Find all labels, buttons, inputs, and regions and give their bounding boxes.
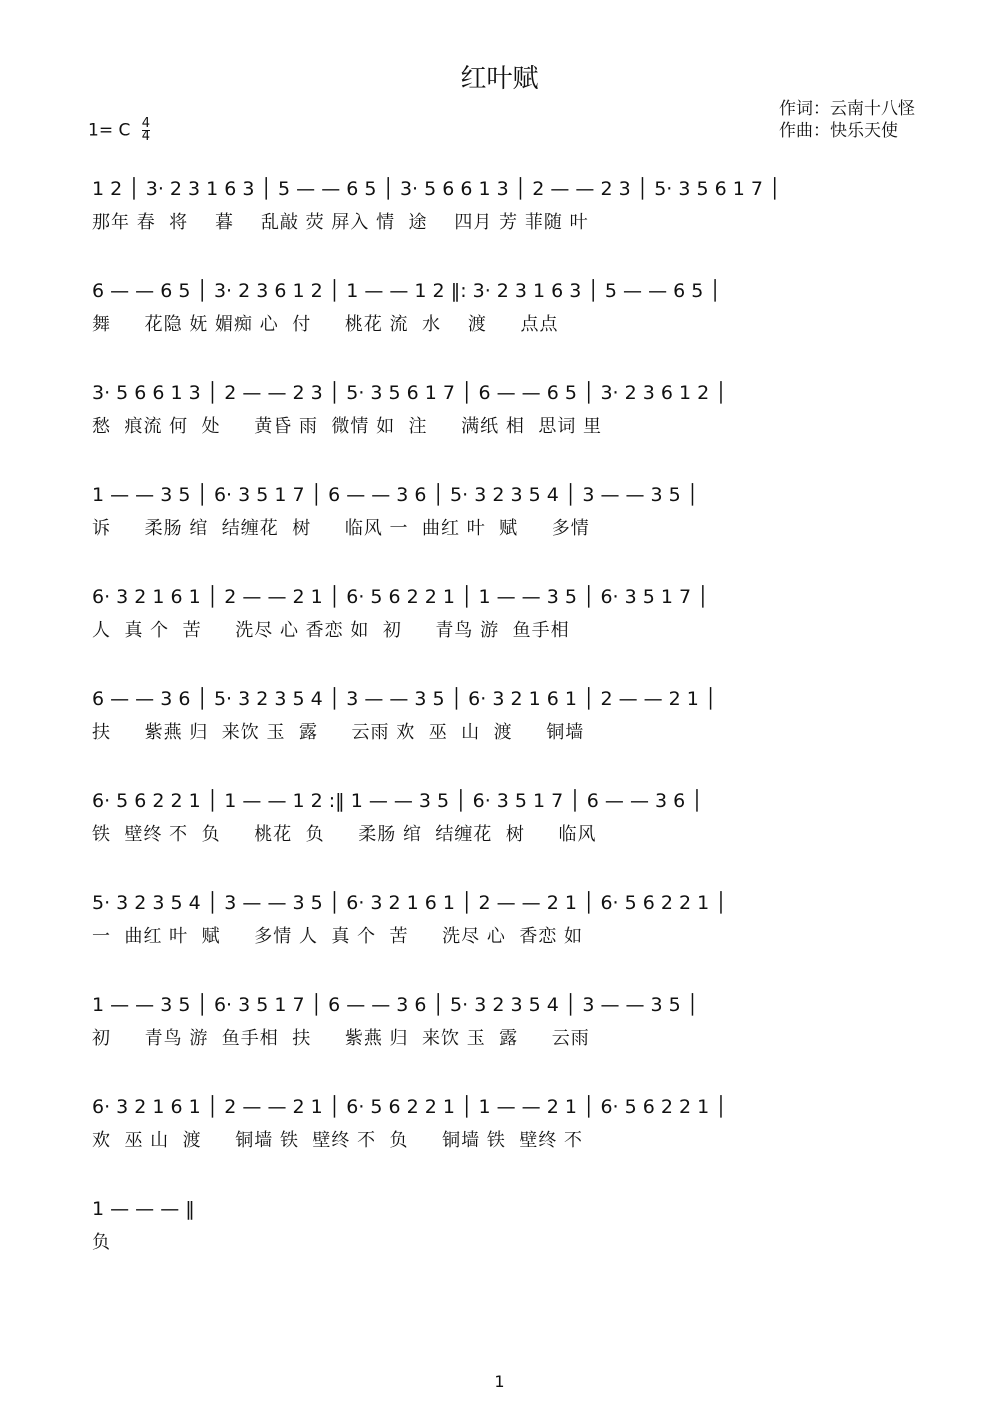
notes-line: 6· 5 6 2 2 1 │ 1 — — 1 2 :‖ 1 — — 3 5 │ 6· 3 5 1 7 │ 6 — — 3 6 │ bbox=[92, 790, 703, 812]
system-11 bbox=[92, 1178, 922, 1280]
system-2 bbox=[92, 260, 922, 362]
lyrics-line: 负 bbox=[92, 1232, 111, 1253]
notes-line: 5· 3 2 3 5 4 │ 3 — — 3 5 │ 6· 3 2 1 6 1 │ 2 — — 2 1 │ 6· 5 6 2 2 1 │ bbox=[92, 892, 727, 914]
notes-line: 1 — — 3 5 │ 6· 3 5 1 7 │ 6 — — 3 6 │ 5· 3 2 3 5 4 │ 3 — — 3 5 │ bbox=[92, 484, 699, 506]
notes-line: 6· 3 2 1 6 1 │ 2 — — 2 1 │ 6· 5 6 2 2 1 │ 1 — — 3 5 │ 6· 3 5 1 7 │ bbox=[92, 586, 709, 608]
song-title: 红叶赋 bbox=[460, 64, 539, 94]
notes-line: 1 — — 3 5 │ 6· 3 5 1 7 │ 6 — — 3 6 │ 5· 3 2 3 5 4 │ 3 — — 3 5 │ bbox=[92, 994, 699, 1016]
system-7 bbox=[92, 770, 922, 872]
system-10 bbox=[92, 1076, 922, 1178]
system-6 bbox=[92, 668, 922, 770]
credits bbox=[779, 98, 915, 142]
lyrics-line: 初 青鸟 游 鱼手相 扶 紫燕 归 来饮 玉 露 云雨 bbox=[92, 1028, 590, 1049]
lyrics-line: 人 真 个 苦 洗尽 心 香恋 如 初 青鸟 游 鱼手相 bbox=[92, 620, 570, 641]
time-denominator: 4 bbox=[141, 129, 151, 144]
system-5 bbox=[92, 566, 922, 668]
notes-line: 1 2 │ 3· 2 3 1 6 3 │ 5 — — 6 5 │ 3· 5 6 6 1 3 │ 2 — — 2 3 │ 5· 3 5 6 1 7 │ bbox=[92, 178, 781, 200]
lyrics-line: 那年 春 将 暮 乱敲 荧 屏入 情 途 四月 芳 菲随 叶 bbox=[92, 212, 589, 233]
notes-line: 6 — — 6 5 │ 3· 2 3 6 1 2 │ 1 — — 1 2 ‖: 3· 2 3 1 6 3 │ 5 — — 6 5 │ bbox=[92, 280, 721, 302]
system-1 bbox=[92, 158, 922, 260]
notes-line: 1 — — — ‖ bbox=[92, 1198, 195, 1220]
system-4 bbox=[92, 464, 922, 566]
lyricist: 作词：云南十八怪 bbox=[779, 99, 915, 119]
composer: 作曲：快乐天使 bbox=[779, 121, 898, 141]
score bbox=[92, 158, 922, 1280]
system-3 bbox=[92, 362, 922, 464]
time-signature bbox=[142, 118, 150, 143]
notes-line: 3· 5 6 6 1 3 │ 2 — — 2 3 │ 5· 3 5 6 1 7 │ 6 — — 6 5 │ 3· 2 3 6 1 2 │ bbox=[92, 382, 727, 404]
lyrics-line: 舞 花隐 妩 媚痴 心 付 桃花 流 水 渡 点点 bbox=[92, 314, 559, 335]
system-8 bbox=[92, 872, 922, 974]
key-label: 1= C bbox=[88, 120, 131, 141]
system-9 bbox=[92, 974, 922, 1076]
key-signature bbox=[88, 118, 150, 143]
time-numerator: 4 bbox=[141, 116, 151, 131]
lyrics-line: 扶 紫燕 归 来饮 玉 露 云雨 欢 巫 山 渡 铜墙 bbox=[92, 722, 585, 743]
page-number: 1 bbox=[494, 1372, 505, 1391]
notes-line: 6 — — 3 6 │ 5· 3 2 3 5 4 │ 3 — — 3 5 │ 6· 3 2 1 6 1 │ 2 — — 2 1 │ bbox=[92, 688, 717, 710]
lyrics-line: 一 曲红 叶 赋 多情 人 真 个 苦 洗尽 心 香恋 如 bbox=[92, 926, 584, 947]
lyrics-line: 诉 柔肠 绾 结缠花 树 临风 一 曲红 叶 赋 多情 bbox=[92, 518, 590, 539]
lyrics-line: 愁 痕流 何 处 黄昏 雨 微情 如 注 满纸 相 思词 里 bbox=[92, 416, 603, 437]
notes-line: 6· 3 2 1 6 1 │ 2 — — 2 1 │ 6· 5 6 2 2 1 │ 1 — — 2 1 │ 6· 5 6 2 2 1 │ bbox=[92, 1096, 727, 1118]
lyrics-line: 铁 壁终 不 负 桃花 负 柔肠 绾 结缠花 树 临风 bbox=[92, 824, 597, 845]
lyrics-line: 欢 巫 山 渡 铜墙 铁 壁终 不 负 铜墙 铁 壁终 不 bbox=[92, 1130, 584, 1151]
